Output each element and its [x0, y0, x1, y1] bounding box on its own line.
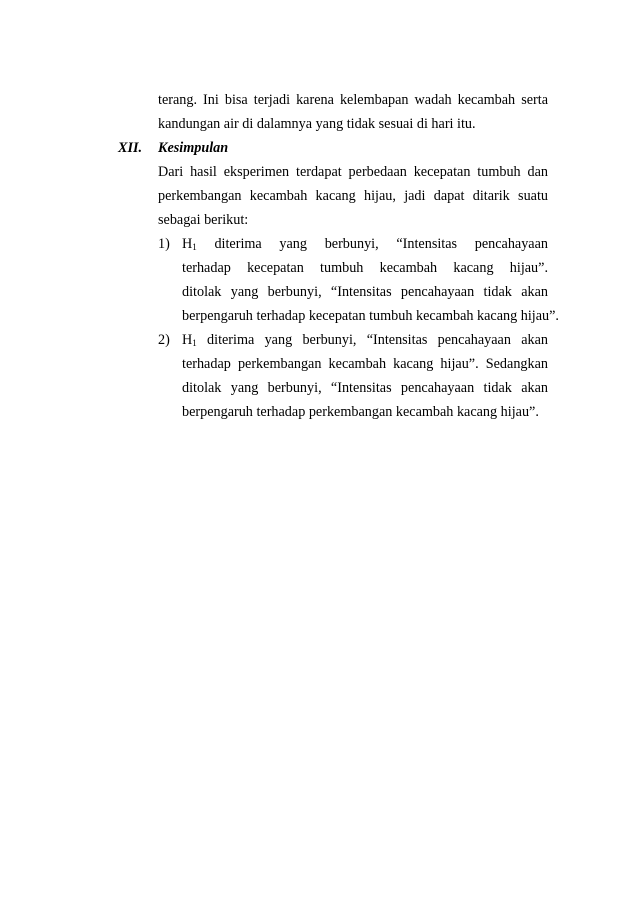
list-item-1-line-3: ditolak yang berbunyi, “Intensitas pencahayaan tidak akan	[182, 284, 548, 300]
section-number: XII.	[118, 140, 143, 156]
paragraph-line-2: perkembangan kecambah kacang hijau, jadi dapat ditarik suatu	[158, 188, 548, 204]
list-item-2-line-3: ditolak yang berbunyi, “Intensitas pencahayaan tidak akan	[182, 380, 548, 396]
list-item-2-line-2: terhadap perkembangan kecambah kacang hijau”. Sedangkan	[182, 356, 548, 372]
list-item-2-line-4: berpengaruh terhadap perkembangan kecambah kacang hijau”.	[182, 404, 539, 420]
list-item-1-line-4: berpengaruh terhadap kecepatan tumbuh kecambah kacang hijau”.	[182, 308, 559, 324]
list-item-number: 1)	[158, 236, 170, 252]
section-title: Kesimpulan	[158, 140, 229, 156]
list-item-1-line-1: $H_1$ diterima yang berbunyi, “Intensitas pencahayaan	[182, 236, 548, 252]
list-item-number: 2)	[158, 332, 170, 348]
list-item-2-line-1: $H_1$ diterima yang berbunyi, “Intensitas pencahayaan akan	[182, 332, 548, 348]
paragraph-line-1: Dari hasil eksperimen terdapat perbedaan kecepatan tumbuh dan	[158, 164, 548, 180]
intro-line-2: kandungan air di dalamnya yang tidak sesuai di hari itu.	[158, 116, 476, 132]
paragraph-line-3: sebagai berikut:	[158, 212, 249, 228]
intro-line-1: terang. Ini bisa terjadi karena kelembapan wadah kecambah serta	[158, 92, 548, 108]
list-item-1-line-2: terhadap kecepatan tumbuh kecambah kacang hijau”.	[182, 260, 548, 276]
